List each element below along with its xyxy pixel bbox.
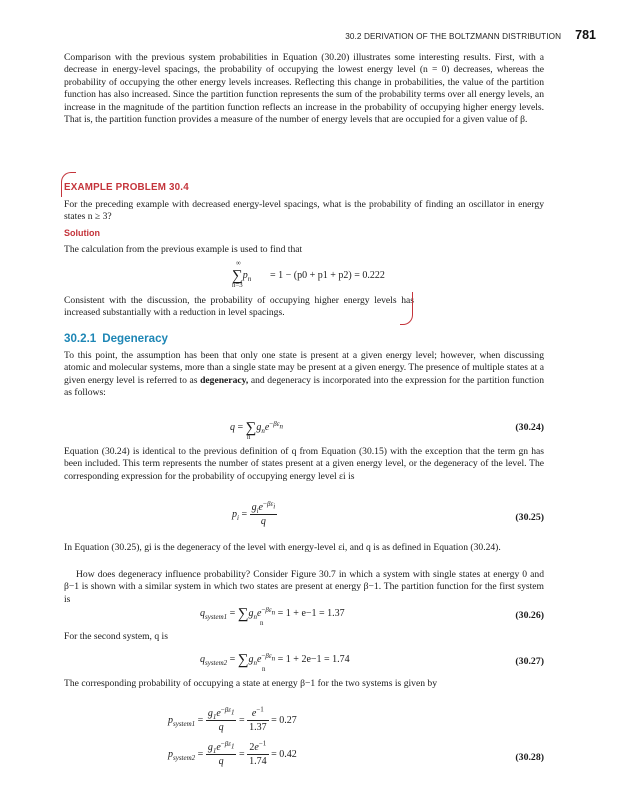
eq26-sum-index: n xyxy=(260,620,264,627)
figure-reference-paragraph: How does degeneracy influence probability? Consider Figure 30.7 in which a system with single states at energy 0 and β−1 is shown with a similar system in which two states are present at energy β−1. The partition function for the first system is xyxy=(64,569,544,605)
eq26-label: (30.26) xyxy=(515,610,544,621)
sum-lower-limit: n=3 xyxy=(232,282,243,289)
eq24-label: (30.24) xyxy=(515,422,544,433)
equation-30-27: $q_{system2} = \sum g_ne^{-\beta\varepsilon_n} = 1 + 2e-1 = 1.74$ xyxy=(200,651,350,668)
eq25-explanation: In Equation (30.25), gi is the degeneracy of the level with energy-level εi, and q is as defined in Equation (30.24). xyxy=(64,542,501,553)
equation-30-28-system1: $p_{system1}$ = $\frac{g_1e^{-\beta\varepsilon_1}}{q}$ = $\frac{e^{-1}}{1.37}$ = 0.27 xyxy=(168,705,297,733)
equation-30-24: $q = \sum g_ne^{-\beta\varepsilon_n}$ xyxy=(230,419,283,436)
eq26-result: = 1 + e−1 = 1.37 xyxy=(277,608,345,619)
sum-symbol: $\sum p_n$ xyxy=(232,268,252,284)
eq25-label: (30.25) xyxy=(515,512,544,523)
intro-paragraph: Comparison with the previous system probabilities in Equation (30.20) illustrates some interesting results. First, with a decrease in energy-level spacings, the probability of occupying the lowest energy level (n = 0) decreases, whereas the probability of occupying the other energy levels increases. Reflecting this change in probabilities, the value of the partition function has also increased. Since the partition function represents the sum of the probability terms over all energy levels, an increase in the magnitude of the partition function reflects an increase in the probability of occupying higher energy levels. That is, the partition function provides a measure of the number of energy levels that are occupied for a given value of β. xyxy=(64,52,544,126)
eq27-label: (30.27) xyxy=(515,656,544,667)
solution-intro: The calculation from the previous example is used to find that xyxy=(64,244,303,255)
example-heading: EXAMPLE PROBLEM 30.4 xyxy=(64,182,189,193)
equation-30-26: $q_{system1} = \sum g_ne^{-\beta\varepsilon_n} = 1 + e-1 = 1.37$ xyxy=(200,605,345,622)
degeneracy-definition-paragraph: Equation (30.24) is identical to the previous definition of q from Equation (30.15) with the exception that the term gn has been included. This term represents the number of states present at a given energy level, or the degeneracy of the level. The corresponding expression for the probability of occupying energy level εi is xyxy=(64,446,544,482)
page-number: 781 xyxy=(575,28,596,42)
equation-30-25: $p_i$ = $\frac{g_ie^{-\beta\varepsilon_i}}{q}$ xyxy=(232,499,276,527)
example-bracket-bottom-right xyxy=(400,292,413,325)
degeneracy-paragraph: To this point, the assumption has been that only one state is present at a given energy level; however, when discussing atomic and molecular systems, more than a single state may be present at a given energy. The presence of multiple states at a given energy level is referred to as degeneracy, and degeneracy is incorporated into the expression for the partition function as follows: xyxy=(64,350,544,399)
equation-30-28-system2: $p_{system2}$ = $\frac{g_1e^{-\beta\varepsilon_1}}{q}$ = $\frac{2e^{-1}}{1.74}$ = 0.42 xyxy=(168,739,297,767)
eq28-value-system2: = 0.42 xyxy=(271,748,297,760)
eq28-label: (30.28) xyxy=(515,752,544,763)
degeneracy-term: degeneracy, xyxy=(200,374,249,386)
second-system-text: For the second system, q is xyxy=(64,631,168,642)
running-head xyxy=(345,28,596,42)
eq27-sum-index: n xyxy=(262,666,266,673)
eq27-result: = 1 + 2e−1 = 1.74 xyxy=(277,654,350,665)
section-heading xyxy=(64,332,168,345)
solution-label: Solution xyxy=(64,228,100,238)
section-number: 30.2.1 xyxy=(64,332,97,345)
sum-upper-limit: ∞ xyxy=(236,260,241,267)
running-head-title: 30.2 DERIVATION OF THE BOLTZMANN DISTRIBUTION xyxy=(345,32,562,41)
sum-result: = 1 − (p0 + p1 + p2) = 0.222 xyxy=(270,270,385,281)
eq24-sum-index: n xyxy=(247,434,251,441)
example-question: For the preceding example with decreased energy-level spacings, what is the probability of finding an oscillator in energy states n ≥ 3? xyxy=(64,199,544,223)
eq28-value-system1: = 0.27 xyxy=(271,714,297,726)
example-conclusion: Consistent with the discussion, the probability of occupying higher energy levels has increased substantially with a reduction in level spacings. xyxy=(64,295,414,319)
probability-intro: The corresponding probability of occupying a state at energy β−1 for the two systems is given by xyxy=(64,678,437,689)
section-title: Degeneracy xyxy=(102,332,168,345)
